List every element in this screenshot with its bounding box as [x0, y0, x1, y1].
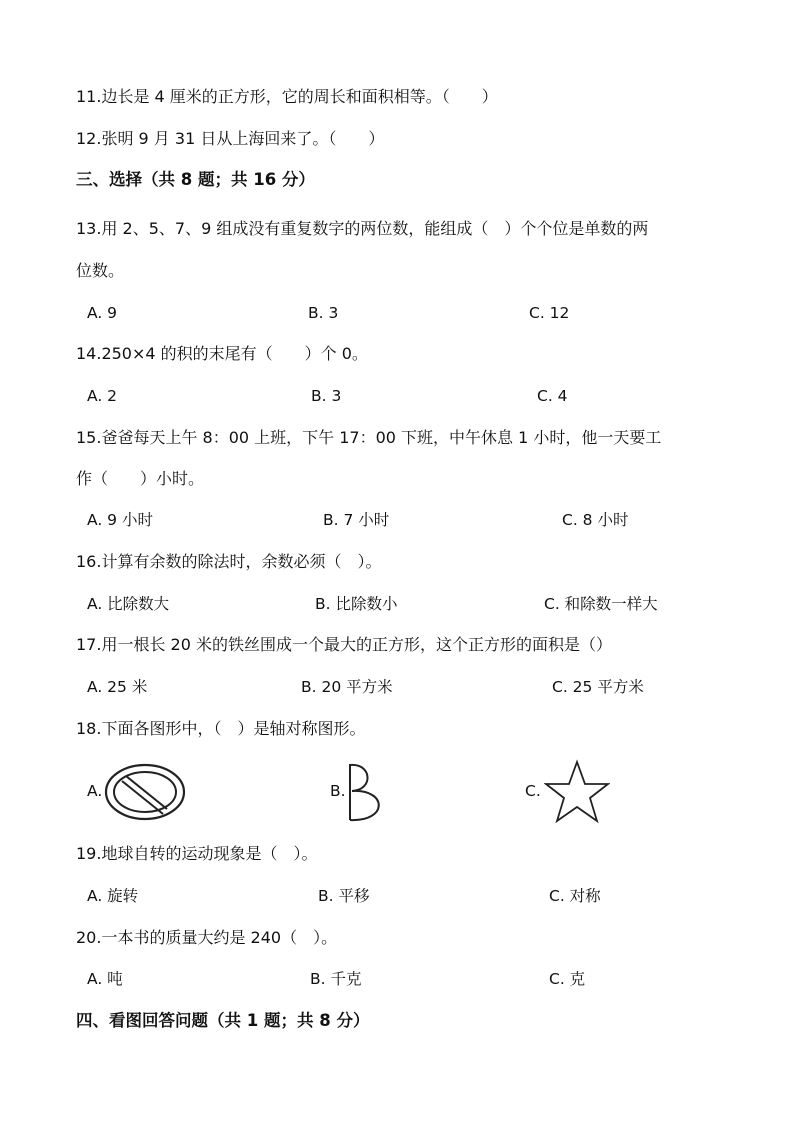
- question-14: 14.250×4 的积的末尾有（ ）个 0。: [76, 344, 368, 363]
- question-20-option-b: B. 千克: [310, 970, 362, 988]
- question-16-option-a: A. 比除数大: [87, 595, 170, 613]
- question-19-option-c: C. 对称: [549, 887, 601, 905]
- question-16-option-b: B. 比除数小: [315, 595, 398, 613]
- question-17-option-a: A. 25 米: [87, 678, 148, 696]
- question-13-line-2: 位数。: [76, 261, 125, 280]
- question-14-option-b: B. 3: [311, 387, 342, 405]
- question-17-option-b: B. 20 平方米: [301, 678, 393, 696]
- section-4-heading: 四、看图回答问题（共 1 题；共 8 分）: [76, 1011, 370, 1030]
- question-13-line-1: 13.用 2、5、7、9 组成没有重复数字的两位数，能组成（ ）个个位是单数的两: [76, 219, 649, 238]
- question-19: 19.地球自转的运动现象是（ ）。: [76, 844, 318, 863]
- question-18-option-c: C.: [525, 782, 541, 800]
- question-18-option-b: B.: [330, 782, 346, 800]
- question-15-option-b: B. 7 小时: [323, 511, 390, 529]
- question-20: 20.一本书的质量大约是 240（ ）。: [76, 928, 338, 947]
- question-15-option-a: A. 9 小时: [87, 511, 153, 529]
- question-17-option-c: C. 25 平方米: [552, 678, 644, 696]
- question-17: 17.用一根长 20 米的铁丝围成一个最大的正方形，这个正方形的面积是（）: [76, 635, 612, 654]
- star-figure: [544, 759, 610, 825]
- question-16: 16.计算有余数的除法时，余数必须（ ）。: [76, 552, 382, 571]
- question-19-option-a: A. 旋转: [87, 887, 139, 905]
- question-14-option-c: C. 4: [537, 387, 568, 405]
- question-20-option-c: C. 克: [549, 970, 586, 988]
- question-18: 18.下面各图形中，（ ）是轴对称图形。: [76, 719, 366, 738]
- question-15-line-1: 15.爸爸每天上午 8：00 上班，下午 17：00 下班，中午休息 1 小时，他一天要工: [76, 428, 662, 447]
- question-14-option-a: A. 2: [87, 387, 118, 405]
- question-18-option-a: A.: [87, 782, 103, 800]
- question-13-option-b: B. 3: [308, 304, 339, 322]
- section-3-heading: 三、选择（共 8 题；共 16 分）: [76, 170, 315, 189]
- question-13-option-c: C. 12: [529, 304, 570, 322]
- question-20-option-a: A. 吨: [87, 970, 123, 988]
- question-19-option-b: B. 平移: [318, 887, 370, 905]
- question-11: 11.边长是 4 厘米的正方形，它的周长和面积相等。（ ）: [76, 87, 498, 106]
- question-13-option-a: A. 9: [87, 304, 118, 322]
- letter-b-figure: [344, 760, 392, 824]
- question-15-line-2: 作（ ）小时。: [76, 469, 205, 488]
- no-entry-sign-figure: [103, 760, 187, 824]
- question-12: 12.张明 9 月 31 日从上海回来了。（ ）: [76, 129, 385, 148]
- question-16-option-c: C. 和除数一样大: [544, 595, 658, 613]
- question-15-option-c: C. 8 小时: [562, 511, 629, 529]
